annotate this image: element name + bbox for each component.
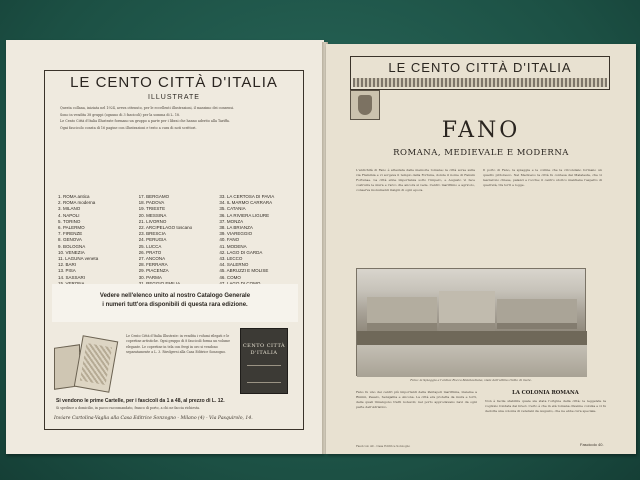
city-list-item: 5. TORINO — [58, 218, 81, 224]
city-list-item: 21. LIVORNO — [138, 218, 167, 224]
city-list-item: 18. PADOVA — [138, 200, 165, 206]
city-list-item: 7. FIRENZE — [58, 231, 83, 237]
article-body — [356, 390, 606, 444]
catalog-notice — [52, 284, 298, 322]
right-page-header — [350, 56, 610, 90]
header-title: LE CENTO CITTÀ D'ITALIA — [388, 60, 572, 75]
bound-volume-illustration — [240, 328, 288, 394]
right-page-footer-left: Fascicolo 40 - Casa Editrice Sonzogno — [356, 444, 411, 448]
city-list — [58, 194, 296, 293]
text-column: Fano fu uno dei centri più importanti della Pentapoli marittima, insieme a Rimini, Pesaro, Senigallia e Ancona. La città era protetta da mura e torri, delle quali rimangono tratti notevoli; nel porto approdavano navi da ogni parte dell'Adriatico. — [356, 390, 477, 409]
city-list-item: 23. BRESCIA — [138, 231, 166, 237]
sea — [357, 345, 587, 377]
book-title: D'ITALIA — [250, 350, 278, 356]
city-list-item: 25. LUCCA — [138, 243, 162, 249]
city-list-item: 20. MESSINA — [138, 212, 167, 218]
left-page-subtitle: ILLUSTRATE — [148, 94, 200, 101]
city-list-item: 11. LAGUNA veneta — [58, 256, 99, 262]
city-list-item: 1. ROMA antica — [58, 194, 90, 199]
city-list-item: 6. PALERMO — [58, 225, 85, 231]
city-list-item: 17. BERGAMO — [138, 194, 170, 199]
harbor-wall — [357, 331, 587, 345]
intro-paragraph: Ogni fascicolo consta di 16 pagine con illustrazioni e testo a cura di noti scrittori. — [60, 125, 197, 130]
coat-of-arms-icon — [350, 90, 380, 120]
city-list-item: 4. NAPOLI — [58, 212, 80, 218]
city-title: FANO — [441, 118, 521, 143]
city-list-item: 38. LA BRIANZA — [219, 225, 253, 231]
ad-small-print: Si spedisce a domicilio, in pacco raccomandato, franco di porto, a chi ne faccia richiesta. — [56, 406, 201, 410]
intro-text — [54, 106, 296, 132]
city-list-item: 45. ABRUZZI E MOLISE — [219, 268, 269, 274]
article-intro — [356, 168, 602, 266]
city-subtitle: ROMANA, MEDIEVALE E MODERNA — [393, 148, 569, 158]
book-covers-illustration — [54, 334, 118, 394]
city-list-item: 2. ROMA moderna — [58, 200, 96, 206]
city-list-item: 3. MILANO — [58, 206, 81, 212]
left-page — [6, 40, 324, 454]
city-list-item: 26. PRATO — [138, 249, 162, 255]
city-list-item: 37. MONZA — [219, 218, 244, 224]
photo-caption: Fano: la Spiaggia e l'antica Rocca Malatestiana, vista dall'ultimo tratto di mare. — [410, 378, 532, 382]
city-list-item: 46. COMO — [219, 274, 241, 280]
notice-line: i numeri tutt'ora disponibili di questa rara edizione. — [102, 302, 248, 308]
advertisement — [50, 328, 300, 412]
building — [439, 291, 495, 333]
ad-caption: Si vendono le prime Cartelle, per i fascicoli da 1 a 48, al prezzo di L. 12. — [56, 398, 225, 404]
building — [367, 297, 437, 331]
right-page — [326, 44, 636, 454]
page-number: Fascicolo 40. — [580, 442, 604, 447]
notice-line: Vedere nell'elenco unito al nostro Catalogo Generale — [99, 293, 251, 299]
text-column: Il porto di Fano, la spiaggia e le colline che la circondano formano un quadro pittoresco. Nel Medioevo la città fu contesa dai Malatesta, che vi lasciarono chiese, palazzi e rocche; il centro storico mantiene l'aspetto di quell'età, tra torri e logge. — [483, 168, 602, 187]
intro-paragraph: Sono in vendita 38 gruppi (ognuno di 3 fascicoli) per la somma di L. 18. — [60, 112, 181, 117]
city-list-item: 22. ARCIPELAGO toscano — [138, 225, 193, 231]
city-list-item: 41. MODENA — [219, 243, 247, 249]
city-list-item: 28. FERRARA — [138, 262, 168, 268]
city-list-item: 27. ANCONA — [138, 256, 166, 262]
city-list-item: 35. CATANIA — [219, 206, 246, 212]
left-page-footer: Inviare Cartolina-Vaglia alla Casa Editrice Sonzogno - Milano (4) - Via Pasquirolo, 14. — [54, 416, 253, 421]
city-list-item: 10. VENEZIA — [58, 249, 85, 255]
text-column — [485, 390, 606, 444]
city-list-item: 9. BOLOGNA — [58, 243, 86, 249]
city-list-item: 19. TRIESTE — [138, 206, 166, 212]
city-list-item: 40. FANO — [219, 237, 240, 243]
ad-text: Le Cento Città d'Italia Illustrate: in vendita i volumi rilegati e le copertine artistiche. Ogni gruppo di 8 fascicoli forma un volume elegante. Le copertine in tela con fregi in oro si vendono separatamente a L. 3. Rivolgersi alla Casa Editrice Sonzogno. — [126, 334, 230, 355]
city-list-item: 34. IL MARMO CARRARA — [219, 200, 273, 206]
building — [497, 299, 577, 329]
city-list-item: 30. PARMA — [138, 274, 162, 280]
harbor-photo — [356, 268, 586, 376]
city-list-item: 24. PERUGIA — [138, 237, 167, 243]
text-column: L'antichità di Fano è attestata dalle memorie romane; la città sorse sulla via Flaminia e vi sorgeva il tempio della Fortuna, donde il nome di Fanum Fortunae. La città ebbe importanza sotto l'impero, e Augusto vi fece costruire le mura e l'arco che ancora si vede. Centro marittimo e agricolo, conserva monumenti insigni di ogni epoca. — [356, 168, 475, 192]
header-decoration — [353, 78, 607, 87]
city-list-item: 42. LAGO DI GARDA — [219, 249, 263, 255]
book-title: CENTO CITTÀ — [242, 343, 286, 349]
city-list-item: 29. PIACENZA — [138, 268, 169, 274]
left-page-title: LE CENTO CITTÀ D'ITALIA — [70, 74, 278, 91]
city-list-item: 44. SALERNO — [219, 262, 249, 268]
city-list-item: 13. PISA — [58, 268, 76, 274]
book-cover — [74, 335, 118, 392]
intro-paragraph: Le Cento Città d'Italia Illustrate formano un gruppo a parte per i librai che hanno aderito alla Tariffa. — [60, 119, 230, 124]
city-list-item: 8. GENOVA — [58, 237, 82, 243]
city-list-item: 12. BARI — [58, 262, 77, 268]
city-list-item: 43. LECCO — [219, 256, 243, 262]
city-list-item: 36. LA RIVIERA LIGURE — [219, 212, 270, 218]
intro-paragraph: Questa collana, iniziata nel 1924, aveva ottenuto, per le eccellenti illustrazioni, il massimo dei consensi. — [60, 106, 235, 110]
city-list-item: 33. LA CERTOSA DI PAVIA — [219, 194, 275, 199]
section-heading: LA COLONIA ROMANA — [512, 390, 579, 396]
city-list-item: 39. VIAREGGIO — [219, 231, 253, 237]
city-list-item: 14. SASSARI — [58, 274, 86, 280]
section-text: Non è facile stabilire quale sia stata l'origine della città; le leggende la vogliono fondata dai Greci. Certo è che in età romana divenne colonia e vi fu dedotta una colonia di veterani da Augusto, che ne ebbe cura speciale. — [485, 399, 606, 413]
